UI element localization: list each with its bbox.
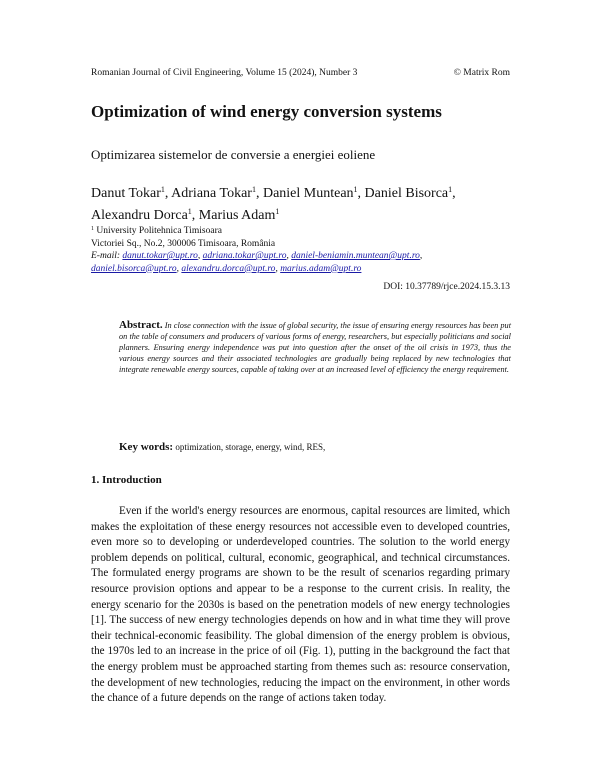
abstract [119,320,511,376]
author: Adriana Tokar$^1$, [171,185,263,201]
email-label: E-mail: [91,251,121,261]
author-list [91,181,521,225]
email-link[interactable]: marius.adam@upt.ro [280,263,362,274]
paper-title: Optimization of wind energy conversion systems [91,102,442,121]
affiliation-block: $^1$ University Politehnica Timisoara Victoriei Sq., No.2, 300006 Timisoara, România E-mail: danut.tokar@upt.ro, adriana.tokar@upt.ro, daniel-beniamin.muntean@upt.ro, daniel.bisorca@upt.ro, alexandru.dorca@upt.ro, marius.adam@upt.ro [91,223,521,275]
section-heading: 1. Introduction [91,474,162,486]
paper-subtitle: Optimizarea sistemelor de conversie a energiei eoliene [91,147,376,162]
author: Daniel Bisorca$^1$, [364,185,456,201]
author: Danut Tokar$^1$, [91,185,172,201]
institution: University Politehnica Timisoara [96,226,222,236]
body-paragraph: Even if the world's energy resources are enormous, capital resources are limited, which makes the exploitation of these energy resources not accessible even to developed countries, even more so to developing or underdeveloped countries. The solution to the world energy problem depends on political, cultural, economic, geographical, and technical circumstances. The formulated energy programs are shown to be the result of scenarios regarding primary resource provision options and appear to be a response to the current crisis. In reality, the energy scenario for the 2030s is based on the penetration models of new energy technologies [1]. The success of new energy technologies depends on how and in what time they will prove their technical-economic feasibility. The global dimension of the energy problem is obvious, the 1970s led to an increase in the price of oil (Fig. 1), putting in the background the fact that the energy problem must be approached starting from themes such as: resource conservation, the development of new technologies, reducing the impact on the environment, in other words the chance of a future depends on the range of actions taken today. [91,505,510,705]
keywords-text: optimization, storage, energy, wind, RES, [175,442,326,452]
abstract-text: In close connection with the issue of global security, the issue of ensuring energy resources has been put on the table of consumers and producers of various forms of energy, researchers, but especially politicians and social planners. Ensuring energy independence was put into question after the onset of the oil crisis in 1973, thus the various energy sources and their associated technologies are gradually being replaced by new technologies that integrate renewable energy sources, capable of taking over at an increased level of efficiency the energy requirement. [119,321,512,374]
author: Marius Adam$^1$ [198,207,280,223]
email-link[interactable]: daniel.bisorca@upt.ro [91,263,177,274]
doi: DOI: 10.37789/rjce.2024.15.3.13 [383,282,510,292]
keywords-label: Key words: [119,441,174,453]
email-link[interactable]: danut.tokar@upt.ro [122,251,198,261]
email-link[interactable]: alexandru.dorca@upt.ro [181,263,276,274]
email-link[interactable]: daniel-beniamin.muntean@upt.ro [291,251,420,261]
author: Daniel Muntean$^1$, [262,185,365,201]
address: Victoriei Sq., No.2, 300006 Timisoara, România [91,238,276,249]
author: Alexandru Dorca$^1$, [91,207,199,223]
abstract-label: Abstract. [119,319,163,331]
journal-header: Romanian Journal of Civil Engineering, Volume 15 (2024), Number 3 [91,68,358,78]
copyright-notice: © Matrix Rom [453,68,510,78]
keywords [119,441,325,453]
email-link[interactable]: adriana.tokar@upt.ro [202,251,287,261]
